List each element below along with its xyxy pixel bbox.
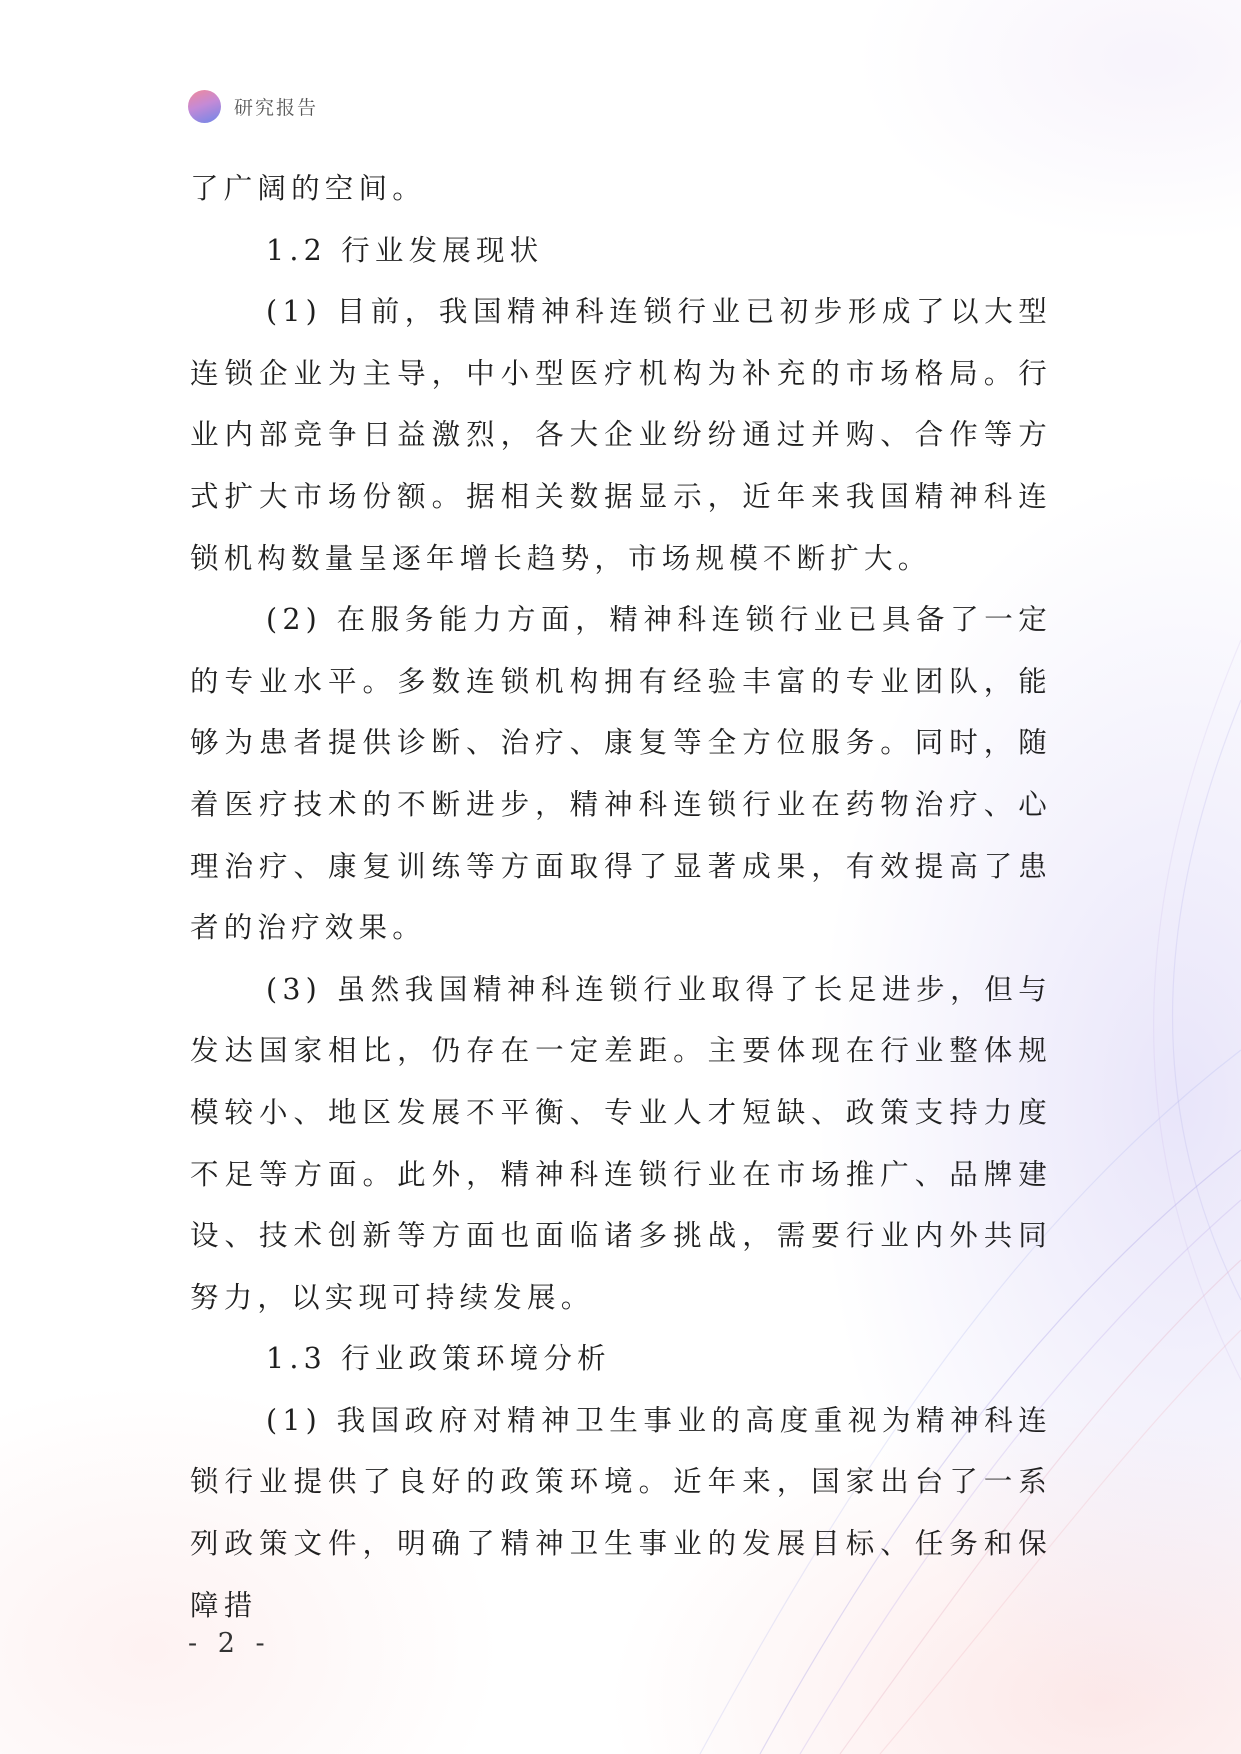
continuation-text: 了广阔的空间。 bbox=[190, 172, 426, 205]
page-number: - 2 - bbox=[188, 1628, 271, 1659]
paragraph-3: (3) 虽然我国精神科连锁行业取得了长足进步，但与发达国家相比，仍存在一定差距。主要体现在行业整体规模较小、地区发展不平衡、专业人才短缺、政策支持力度不足等方面。此外，精神科连锁行业在市场推广、品牌建设、技术创新等方面也面临诸多挑战，需要行业内外共同努力，以实现可持续发展。 bbox=[190, 972, 1052, 1314]
report-header bbox=[188, 89, 318, 123]
paragraph-2: (2) 在服务能力方面，精神科连锁行业已具备了一定的专业水平。多数连锁机构拥有经验丰富的专业团队，能够为患者提供诊断、治疗、康复等全方位服务。同时，随着医疗技术的不断进步，精神科连锁行业在药物治疗、心理治疗、康复训练等方面取得了显著成果，有效提高了患者的治疗效果。 bbox=[190, 603, 1052, 945]
header-label: 研究报告 bbox=[234, 96, 319, 119]
section-heading-1-3: 1.3 行业政策环境分析 bbox=[266, 1342, 611, 1376]
paragraph-1: (1) 目前，我国精神科连锁行业已初步形成了以大型连锁企业为主导，中小型医疗机构为补充的市场格局。行业内部竞争日益激烈，各大企业纷纷通过并购、合作等方式扩大市场份额。据相关数据显示，近年来我国精神科连锁机构数量呈逐年增长趋势，市场规模不断扩大。 bbox=[190, 295, 1052, 575]
document-body bbox=[190, 158, 1052, 1636]
section-heading-1-2: 1.2 行业发展现状 bbox=[266, 233, 544, 267]
logo-circle-icon bbox=[188, 90, 221, 123]
paragraph-4: (1) 我国政府对精神卫生事业的高度重视为精神科连锁行业提供了良好的政策环境。近年来，国家出台了一系列政策文件，明确了精神卫生事业的发展目标、任务和保障措 bbox=[190, 1403, 1052, 1622]
